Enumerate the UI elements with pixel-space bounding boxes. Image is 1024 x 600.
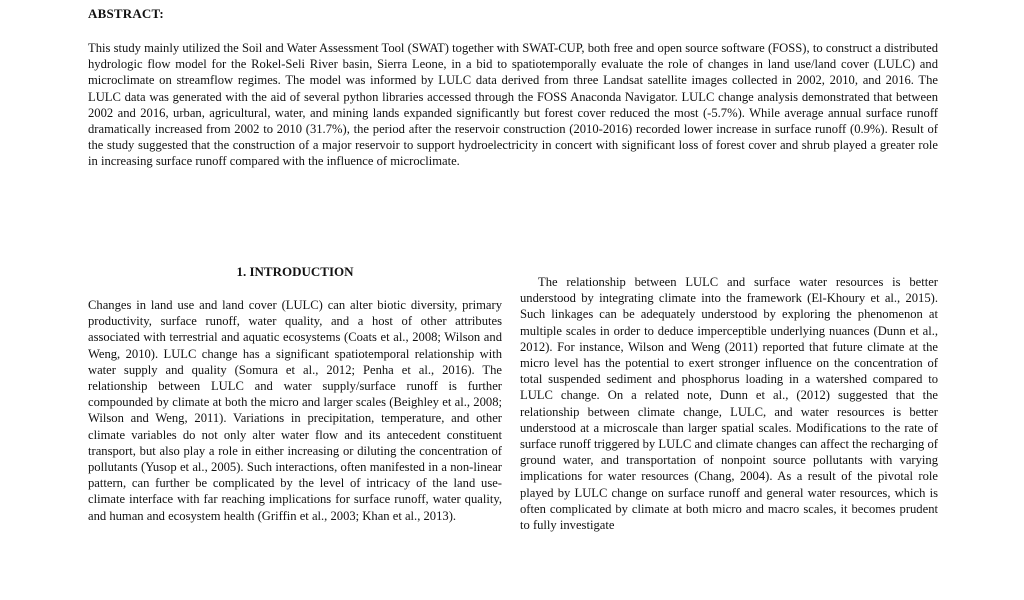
- right-column: [520, 274, 938, 533]
- intro-paragraph-right: The relationship between LULC and surface water resources is better understood by integrating climate into the framework (El-Khoury et al., 2015). Such linkages can be adequately understood by exploring the phenomenon at multiple scales in order to deduce imperceptible underlying nuances (Dunn et al., 2012). For instance, Wilson and Weng (2011) reported that future climate at the micro level has the potential to exert stronger influence on the concentration of total suspended sediment and phosphorus loading in a watershed compared to LULC change. On a related note, Dunn et al., (2012) suggested that the relationship between climate change, LULC, and water resources is better understood at a microscale than larger spatial scales. Modifications to the rate of surface runoff triggered by LULC and climate changes can affect the recharging of ground water, and transportation of nonpoint source pollutants with varying implications for water resources (Chang, 2004). As a result of the pivotal role played by LULC change on surface runoff and general water resources, which is often complicated by climate at both micro and macro scales, it becomes prudent to fully investigate: [520, 275, 938, 533]
- intro-paragraph-left: Changes in land use and land cover (LULC) can alter biotic diversity, primary productivity, surface runoff, water quality, and a host of other attributes associated with terrestrial and aquatic ecosystems (Coats et al., 2008; Wilson and Weng, 2010). LULC change has a significant spatiotemporal relationship with water supply and quality (Somura et al., 2012; Penha et al., 2016). The relationship between LULC and water supply/surface runoff is further compounded by climate at both the micro and larger scales (Beighley et al., 2008; Wilson and Weng, 2011). Variations in precipitation, temperature, and other climate variables do not only alter water flow and its antecedent constituent transport, but also play a role in either increasing or diluting the concentration of pollutants (Yusop et al., 2005). Such interactions, often manifested in a non-linear pattern, can further be complicated by the level of intricacy of the land use-climate interface with far reaching implications for surface runoff, water quality, and human and ecosystem health (Griffin et al., 2003; Khan et al., 2013).: [88, 298, 502, 523]
- abstract-heading: ABSTRACT:: [88, 6, 164, 21]
- abstract-body: This study mainly utilized the Soil and Water Assessment Tool (SWAT) together with SWAT-CUP, both free and open source software (FOSS), to construct a distributed hydrologic flow model for the Rokel-Seli River basin, Sierra Leone, in a bid to spatiotemporally evaluate the role of changes in land use/land cover (LULC) and microclimate on streamflow regimes. The model was informed by LULC data derived from three Landsat satellite images collected in 2002, 2010, and 2016. The LULC data was generated with the aid of several python libraries accessed through the FOSS Anaconda Navigator. LULC change analysis demonstrated that between 2002 and 2016, urban, agricultural, water, and mining lands expanded significantly but forest cover reduced the most (-5.7%). While average annual surface runoff dramatically increased from 2002 to 2010 (31.7%), the period after the reservoir construction (2010-2016) recorded lower increase in surface runoff (0.9%). Result of the study suggested that the construction of a major reservoir to support hydroelectricity in concert with significant loss of forest cover and shrub played a greater role in increasing surface runoff compared with the influence of microclimate.: [88, 41, 938, 169]
- left-column: [88, 264, 502, 524]
- introduction-title: 1. INTRODUCTION: [236, 264, 354, 279]
